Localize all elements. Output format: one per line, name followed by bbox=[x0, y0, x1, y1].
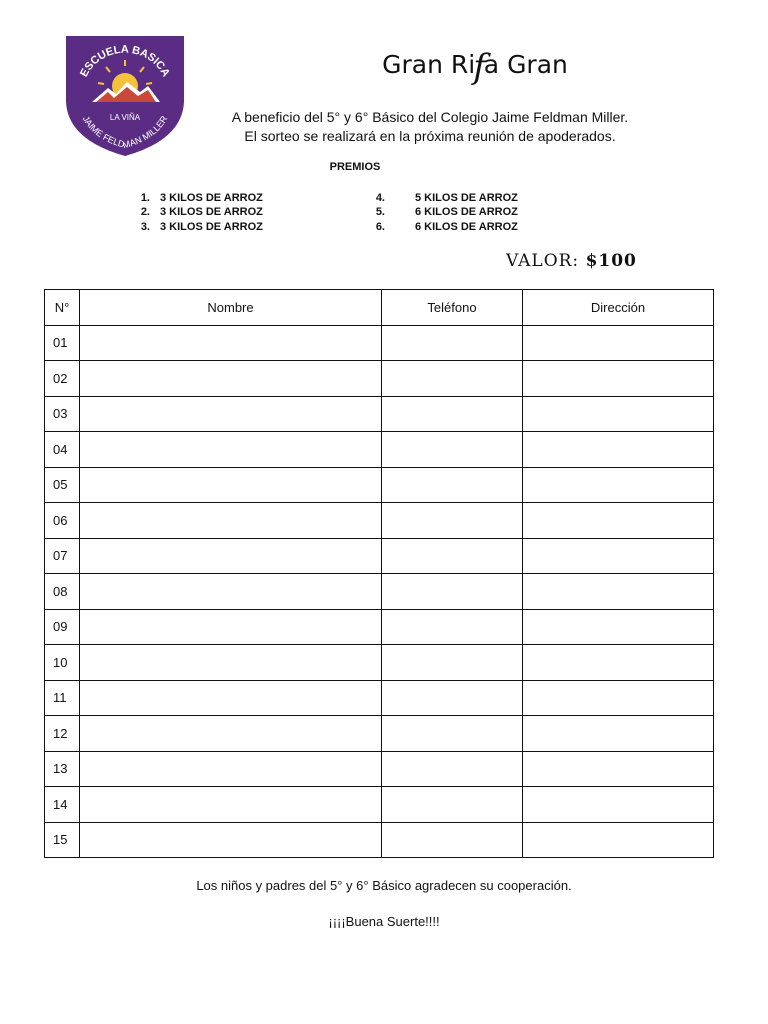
price-label: VALOR: bbox=[506, 251, 586, 271]
phone-cell[interactable] bbox=[382, 361, 523, 397]
name-cell[interactable] bbox=[80, 645, 382, 681]
school-crest-logo bbox=[64, 32, 186, 158]
address-cell[interactable] bbox=[523, 822, 714, 858]
address-cell[interactable] bbox=[523, 609, 714, 645]
name-cell[interactable] bbox=[80, 325, 382, 361]
good-luck-message: ¡¡¡¡Buena Suerte!!!! bbox=[328, 914, 440, 929]
phone-cell[interactable] bbox=[382, 716, 523, 752]
crest-top-text: ESCUELA BASICA bbox=[78, 43, 172, 79]
address-cell[interactable] bbox=[523, 361, 714, 397]
table-row bbox=[45, 645, 714, 681]
column-header-number: N° bbox=[45, 290, 80, 326]
phone-cell[interactable] bbox=[382, 396, 523, 432]
name-cell[interactable] bbox=[80, 822, 382, 858]
name-cell[interactable] bbox=[80, 751, 382, 787]
table-row bbox=[45, 574, 714, 610]
table-row bbox=[45, 503, 714, 539]
prizes-heading: PREMIOS bbox=[329, 161, 381, 173]
address-cell[interactable] bbox=[523, 467, 714, 503]
phone-cell[interactable] bbox=[382, 467, 523, 503]
name-cell[interactable] bbox=[80, 680, 382, 716]
prize-item: 2. 3 KILOS DE ARROZ bbox=[140, 206, 263, 218]
column-header-address: Dirección bbox=[523, 290, 714, 326]
phone-cell[interactable] bbox=[382, 574, 523, 610]
phone-cell[interactable] bbox=[382, 645, 523, 681]
phone-cell[interactable] bbox=[382, 538, 523, 574]
prize-item: 6. 6 KILOS DE ARROZ bbox=[375, 221, 518, 233]
name-cell[interactable] bbox=[80, 396, 382, 432]
price-amount: $100 bbox=[585, 251, 637, 271]
row-number: 03 bbox=[45, 396, 80, 432]
name-cell[interactable] bbox=[80, 716, 382, 752]
phone-cell[interactable] bbox=[382, 325, 523, 361]
column-header-phone: Teléfono bbox=[382, 290, 523, 326]
phone-cell[interactable] bbox=[382, 787, 523, 823]
row-number: 04 bbox=[45, 432, 80, 468]
address-cell[interactable] bbox=[523, 751, 714, 787]
phone-cell[interactable] bbox=[382, 822, 523, 858]
phone-cell[interactable] bbox=[382, 680, 523, 716]
name-cell[interactable] bbox=[80, 609, 382, 645]
row-number: 10 bbox=[45, 645, 80, 681]
phone-cell[interactable] bbox=[382, 609, 523, 645]
table-row bbox=[45, 396, 714, 432]
name-cell[interactable] bbox=[80, 361, 382, 397]
address-cell[interactable] bbox=[523, 503, 714, 539]
phone-cell[interactable] bbox=[382, 503, 523, 539]
row-number: 13 bbox=[45, 751, 80, 787]
table-row bbox=[45, 609, 714, 645]
address-cell[interactable] bbox=[523, 645, 714, 681]
address-cell[interactable] bbox=[523, 680, 714, 716]
prize-item: 1. 3 KILOS DE ARROZ bbox=[140, 192, 263, 204]
table-row bbox=[45, 751, 714, 787]
row-number: 15 bbox=[45, 822, 80, 858]
table-row bbox=[45, 325, 714, 361]
row-number: 12 bbox=[45, 716, 80, 752]
raffle-table bbox=[44, 289, 714, 858]
row-number: 08 bbox=[45, 574, 80, 610]
prize-item: 3. 3 KILOS DE ARROZ bbox=[140, 221, 263, 233]
name-cell[interactable] bbox=[80, 574, 382, 610]
name-cell[interactable] bbox=[80, 503, 382, 539]
name-cell[interactable] bbox=[80, 787, 382, 823]
table-row bbox=[45, 467, 714, 503]
phone-cell[interactable] bbox=[382, 432, 523, 468]
address-cell[interactable] bbox=[523, 432, 714, 468]
row-number: 07 bbox=[45, 538, 80, 574]
address-cell[interactable] bbox=[523, 396, 714, 432]
column-header-name: Nombre bbox=[80, 290, 382, 326]
address-cell[interactable] bbox=[523, 787, 714, 823]
row-number: 11 bbox=[45, 680, 80, 716]
phone-cell[interactable] bbox=[382, 751, 523, 787]
prize-item: 5. 6 KILOS DE ARROZ bbox=[375, 206, 518, 218]
address-cell[interactable] bbox=[523, 574, 714, 610]
row-number: 09 bbox=[45, 609, 80, 645]
title-part-after: a Gran bbox=[483, 50, 568, 79]
table-row bbox=[45, 787, 714, 823]
table-row bbox=[45, 822, 714, 858]
row-number: 05 bbox=[45, 467, 80, 503]
title-script-letter: f bbox=[473, 47, 486, 87]
row-number: 01 bbox=[45, 325, 80, 361]
name-cell[interactable] bbox=[80, 538, 382, 574]
table-row bbox=[45, 432, 714, 468]
address-cell[interactable] bbox=[523, 538, 714, 574]
table-row bbox=[45, 361, 714, 397]
thanks-message: Los niños y padres del 5° y 6° Básico agradecen su cooperación. bbox=[196, 878, 572, 893]
row-number: 02 bbox=[45, 361, 80, 397]
crest-bottom-text: JAIME FELDMAN MILLER bbox=[80, 113, 170, 151]
table-row bbox=[45, 538, 714, 574]
beneficiary-line: A beneficio del 5° y 6° Básico del Colegio Jaime Feldman Miller. bbox=[231, 109, 629, 125]
ticket-price bbox=[506, 251, 637, 271]
table-row bbox=[45, 716, 714, 752]
row-number: 14 bbox=[45, 787, 80, 823]
page-title bbox=[370, 44, 580, 87]
prize-item: 4. 5 KILOS DE ARROZ bbox=[375, 192, 518, 204]
draw-info-line: El sorteo se realizará en la próxima reunión de apoderados. bbox=[244, 128, 616, 144]
table-header-row bbox=[45, 290, 714, 326]
address-cell[interactable] bbox=[523, 716, 714, 752]
title-part-before: Gran Ri bbox=[382, 50, 476, 79]
table-row bbox=[45, 680, 714, 716]
name-cell[interactable] bbox=[80, 467, 382, 503]
name-cell[interactable] bbox=[80, 432, 382, 468]
row-number: 06 bbox=[45, 503, 80, 539]
address-cell[interactable] bbox=[523, 325, 714, 361]
crest-middle-text: LA VIÑA bbox=[109, 113, 141, 122]
